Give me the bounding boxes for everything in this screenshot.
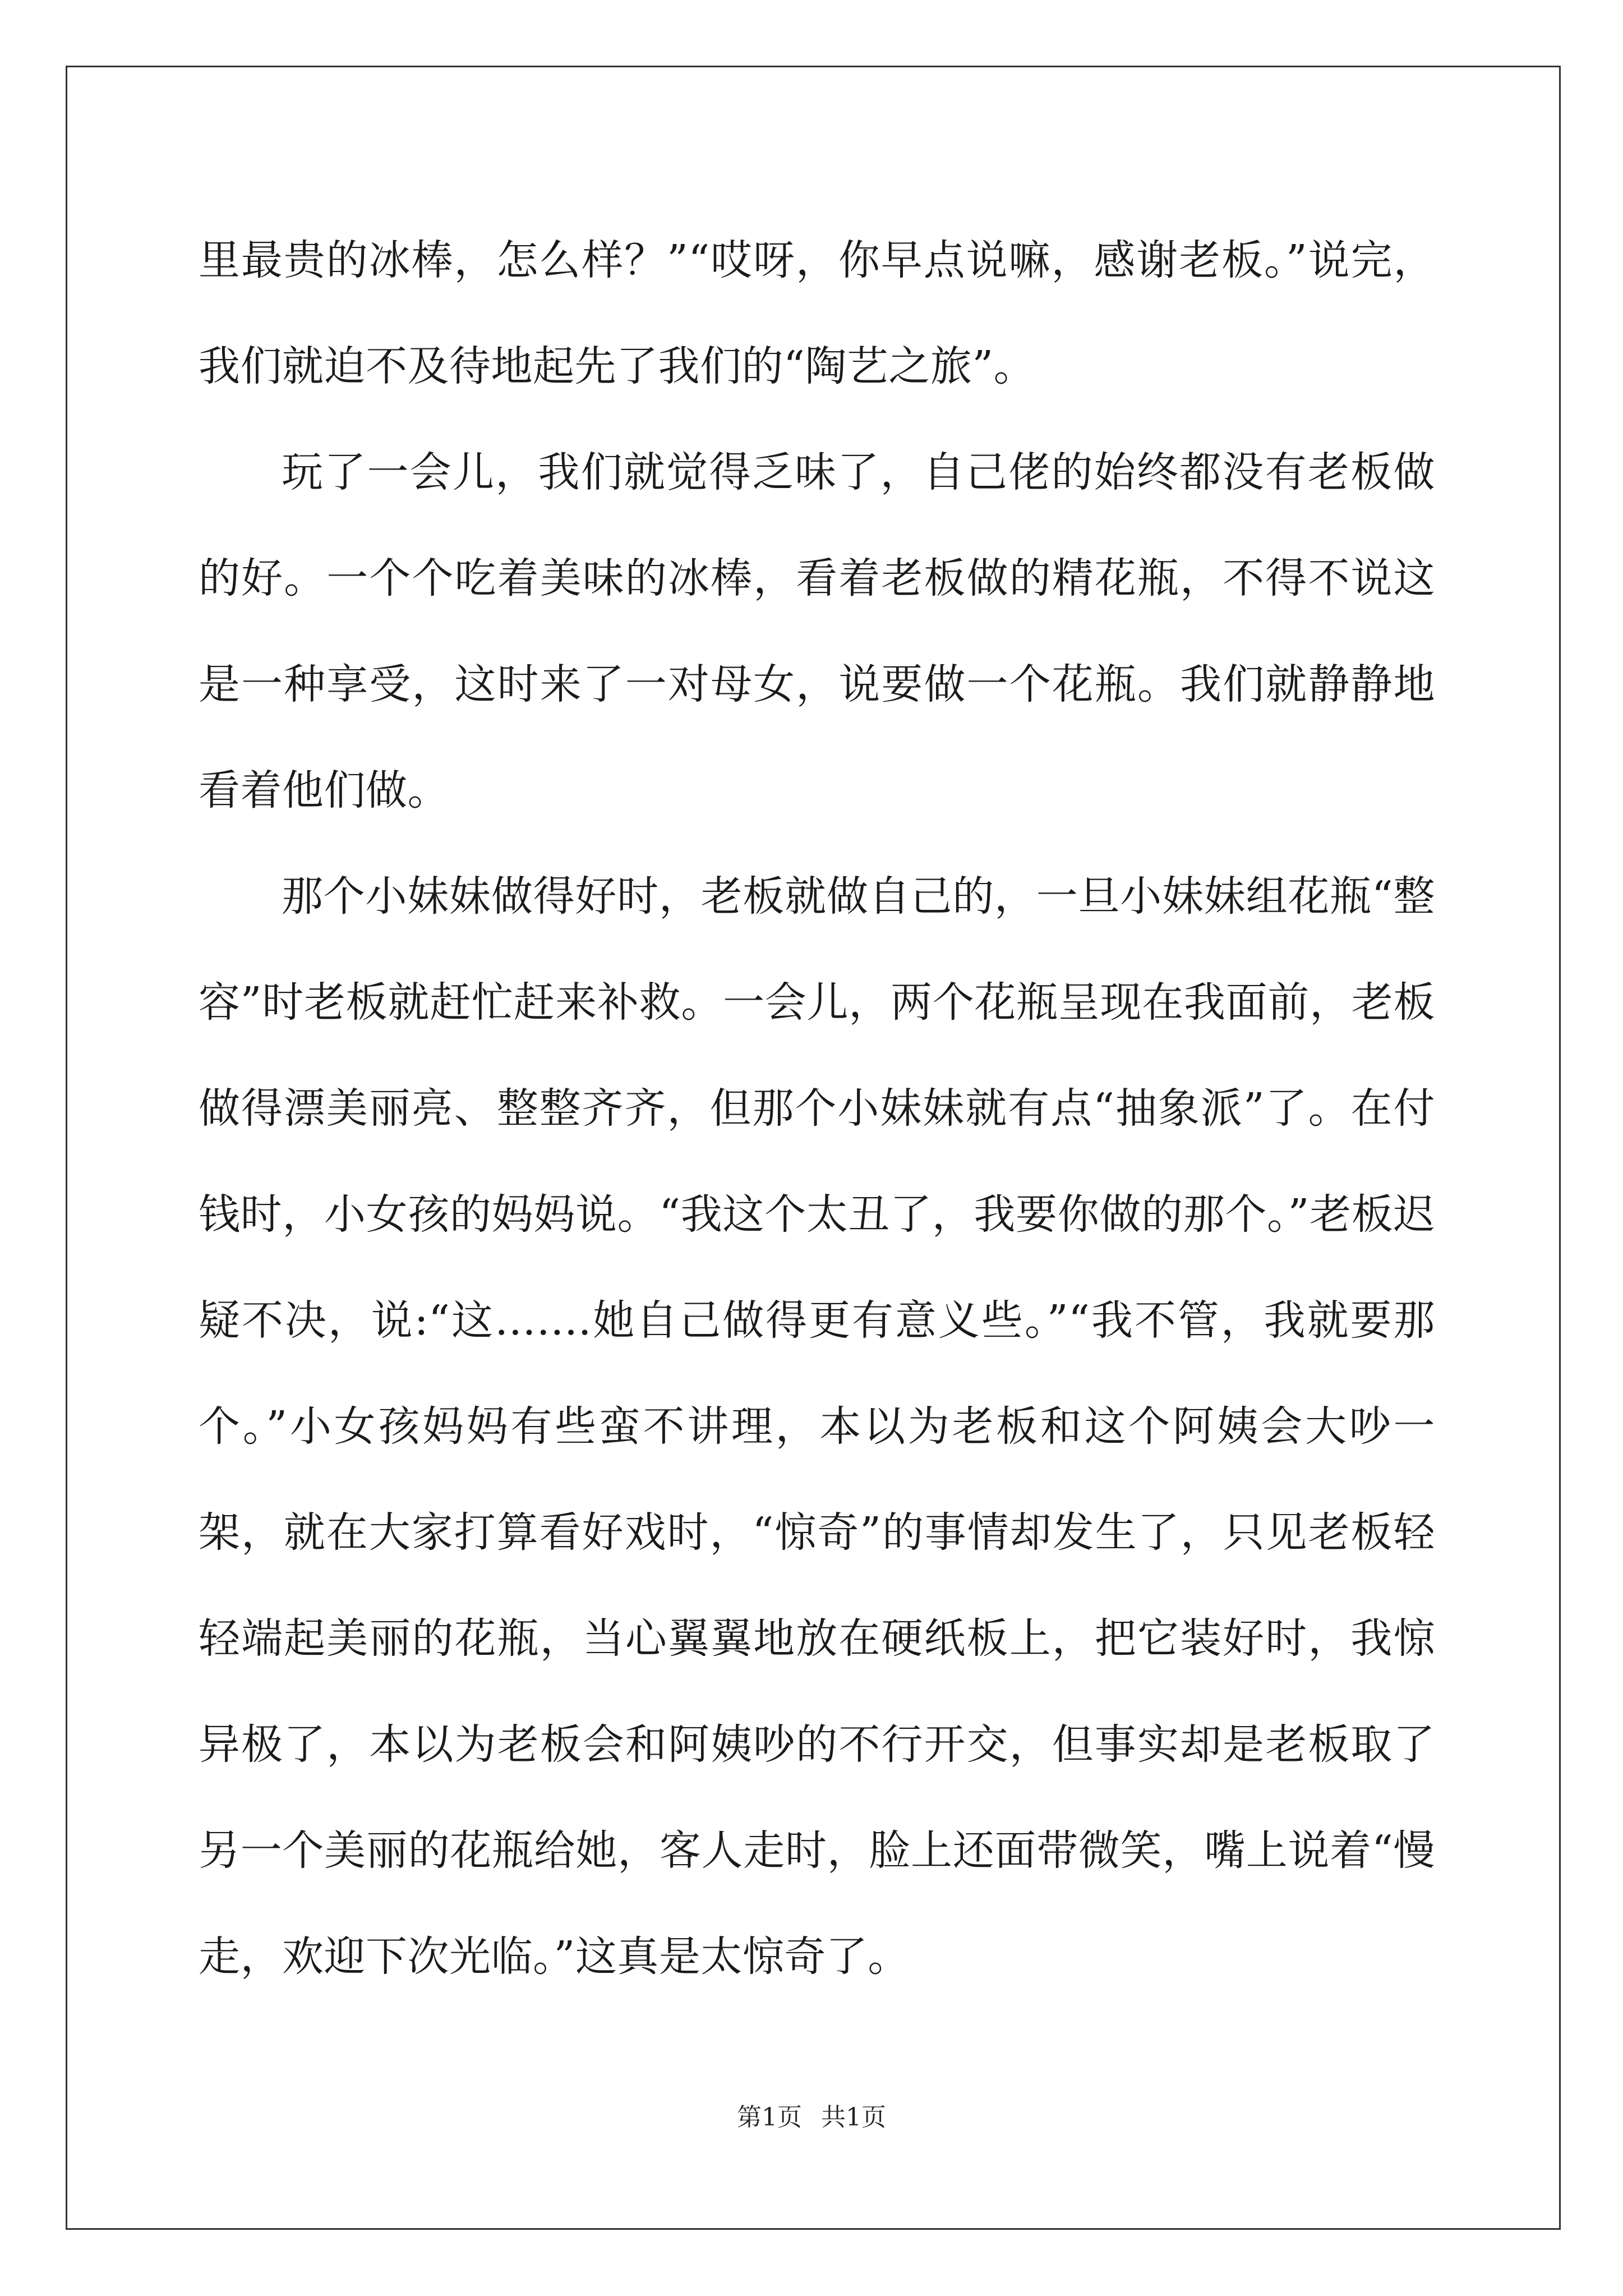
- paragraph-3: 那个小妹妹做得好时，老板就做自己的，一旦小妹妹组花瓶“整容”时老板就赶忙赶来补救。一会儿，两个花瓶呈现在我面前，老板做得漂美丽亮、整整齐齐，但那个小妹妹就有点“抽象派”了。在付钱时，小女孩的妈妈说。“我这个太丑了，我要你做的那个。”老板迟疑不决，说:“这…….她自己做得更有意义些。”“我不管，我就要那个。”小女孩妈妈有些蛮不讲理，本以为老板和这个阿姨会大吵一架，就在大家打算看好戏时，“惊奇”的事情却发生了，只见老板轻轻端起美丽的花瓶，当心翼翼地放在硬纸板上，把它装好时，我惊异极了，本以为老板会和阿姨吵的不行开交，但事实却是老板取了另一个美丽的花瓶给她，客人走时，脸上还面带微笑，嘴上说着“慢走，欢迎下次光临。”这真是太惊奇了。: [199, 872, 1435, 1981]
- document-body: [199, 208, 1435, 2010]
- paragraph-1: 里最贵的冰棒，怎么样？”“哎呀，你早点说嘛，感谢老板。”说完，我们就迫不及待地起先了我们的“陶艺之旅”。: [199, 236, 1435, 390]
- paragraph-2: 玩了一会儿，我们就觉得乏味了，自己佬的始终都没有老板做的好。一个个吃着美味的冰棒，看着老板做的精花瓶，不得不说这是一种享受，这时来了一对母女，说要做一个花瓶。我们就静静地看着他们做。: [199, 448, 1435, 815]
- page-number: 第1页: [737, 2103, 802, 2132]
- page-total: 共1页: [821, 2103, 886, 2132]
- page-footer: [0, 2101, 1623, 2134]
